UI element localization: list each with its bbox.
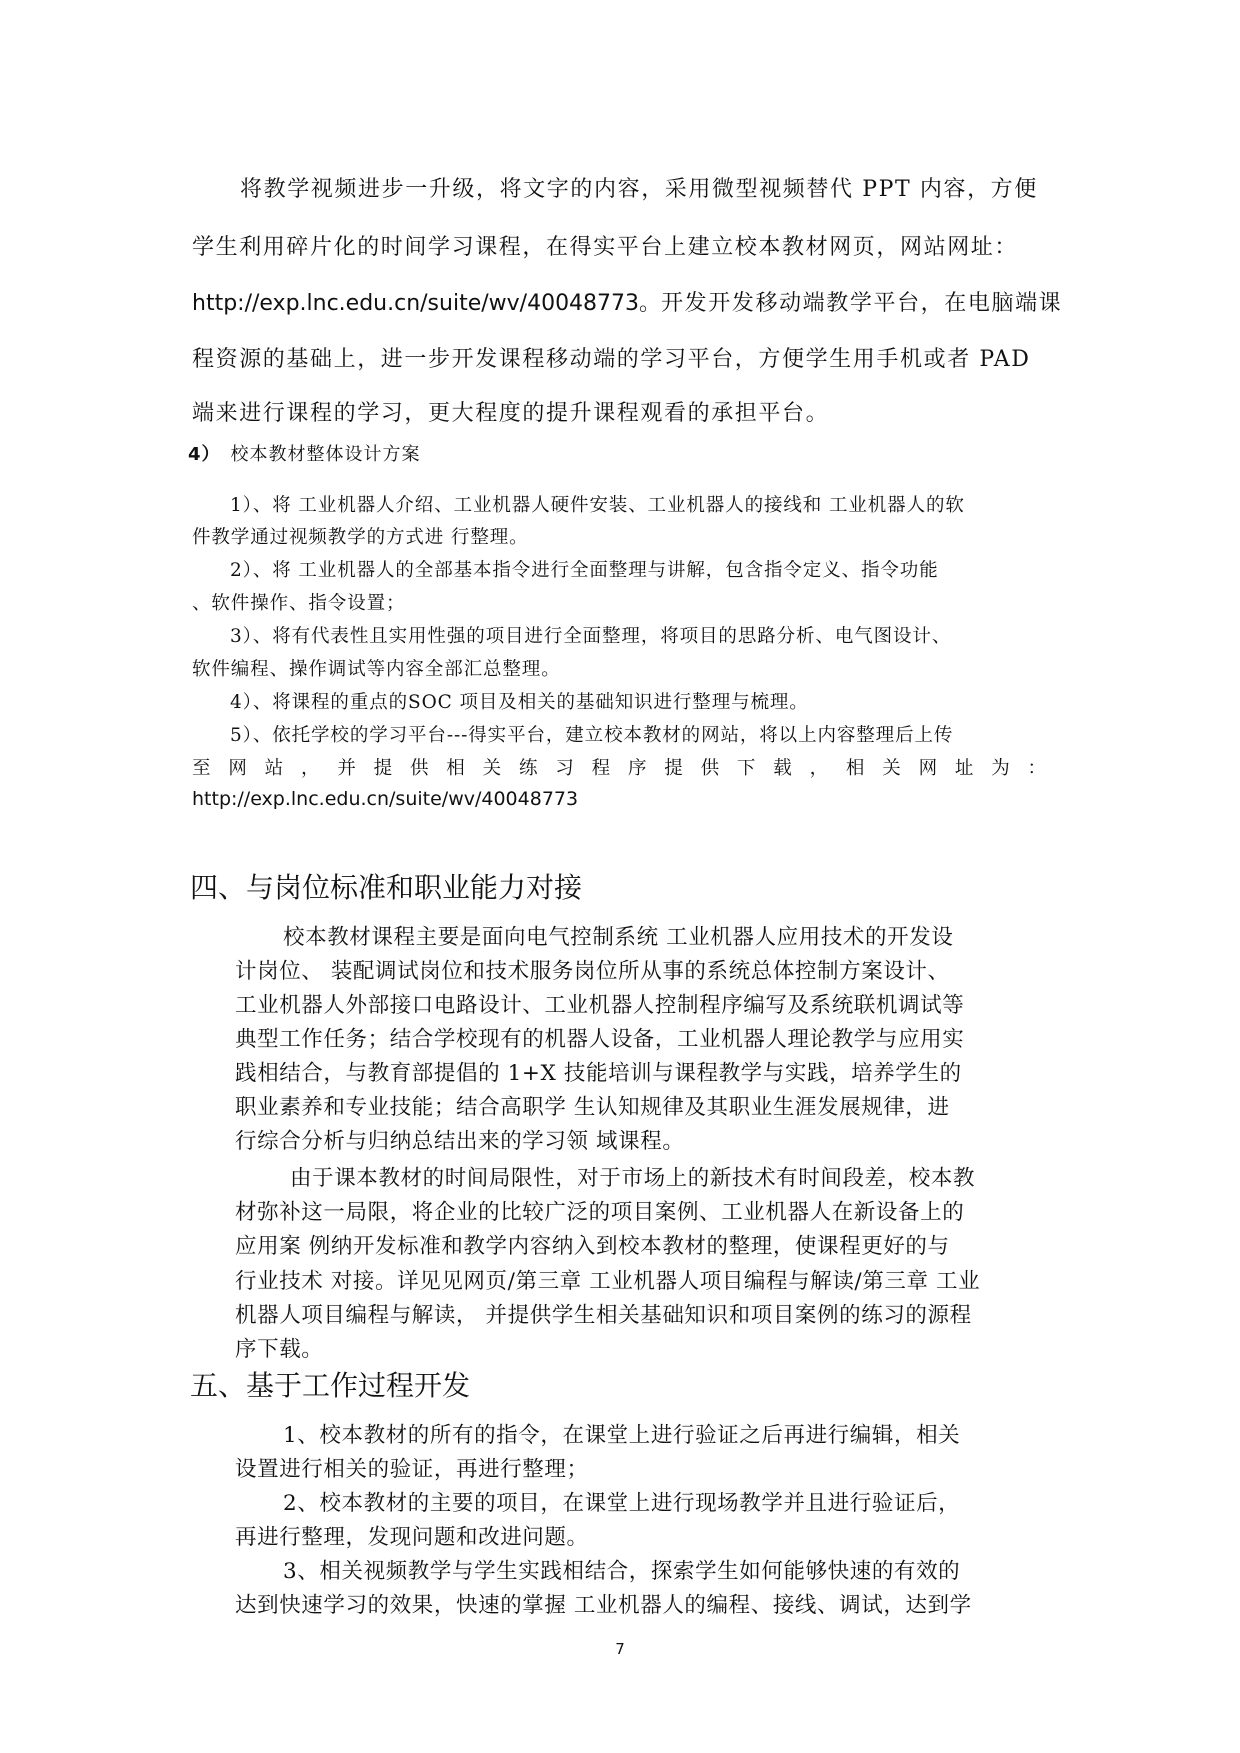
spread-char: ： bbox=[1027, 758, 1047, 779]
paragraph-line: 设置进行相关的验证，再进行整理； bbox=[235, 1457, 589, 1482]
spread-char: 网 bbox=[228, 758, 248, 779]
paragraph-line: 典型工作任务；结合学校现有的机器人设备，工业机器人理论教学与应用实 bbox=[235, 1027, 965, 1052]
spread-char: 练 bbox=[518, 758, 539, 779]
paragraph-line-text: 开发开发移动端教学平台，在电脑端课 bbox=[661, 291, 1063, 316]
spread-char: 址 bbox=[954, 758, 975, 779]
spread-char: 提 bbox=[373, 758, 394, 779]
list-item: 4）、将课程的重点的SOC 项目及相关的基础知识进行整理与梳理。 bbox=[230, 692, 809, 713]
paragraph-line: 计岗位、 装配调试岗位和技术服务岗位所从事的系统总体控制方案设计、 bbox=[235, 959, 950, 984]
list-item: 件教学通过视频教学的方式进 行整理。 bbox=[192, 527, 529, 548]
paragraph-line: 应用案 例纳开发标准和教学内容纳入到校本教材的整理，使课程更好的与 bbox=[235, 1234, 950, 1259]
spread-char: 供 bbox=[409, 758, 430, 779]
spread-char: 站 bbox=[264, 758, 285, 779]
spread-char: 网 bbox=[918, 758, 938, 779]
spread-char: 供 bbox=[700, 758, 720, 779]
list-item: 1）、将 工业机器人介绍、工业机器人硬件安装、工业机器人的接线和 工业机器人的软 bbox=[230, 495, 965, 516]
list-item: 、软件操作、指令设置； bbox=[192, 593, 406, 614]
spread-char: 下 bbox=[736, 758, 757, 779]
list-item: 3）、将有代表性且实用性强的项目进行全面整理，将项目的思路分析、电气图设计、 bbox=[230, 626, 952, 647]
spread-char: 并 bbox=[337, 758, 357, 779]
spread-char: ， bbox=[300, 758, 321, 779]
list-item: 软件编程、操作调试等内容全部汇总整理。 bbox=[192, 659, 561, 680]
paragraph-line: 行综合分析与归纳总结出来的学习领 域课程。 bbox=[235, 1129, 685, 1154]
paragraph-line: 端来进行课程的学习，更大程度的提升课程观看的承担平台。 bbox=[192, 401, 830, 426]
section-heading: 五、基于工作过程开发 bbox=[190, 1369, 471, 1402]
website-url: http://exp.lnc.edu.cn/suite/wv/40048773。 bbox=[192, 291, 662, 316]
paragraph-line: 校本教材课程主要是面向电气控制系统 工业机器人应用技术的开发设 bbox=[283, 925, 954, 950]
spread-char: 提 bbox=[664, 758, 684, 779]
spread-char: 相 bbox=[845, 758, 866, 779]
paragraph-line: 职业素养和专业技能；结合高职学 生认知规律及其职业生涯发展规律，进 bbox=[235, 1095, 950, 1120]
list-item: 2）、将 工业机器人的全部基本指令进行全面整理与讲解，包含指令定义、指令功能 bbox=[230, 560, 939, 581]
spread-char: 关 bbox=[882, 758, 902, 779]
spread-char: 相 bbox=[446, 758, 466, 779]
section-heading: 四、与岗位标准和职业能力对接 bbox=[190, 871, 583, 904]
paragraph-line: 再进行整理，发现问题和改进问题。 bbox=[235, 1525, 589, 1550]
spread-char: ， bbox=[809, 758, 829, 779]
justified-line bbox=[192, 754, 1047, 780]
spread-char: 程 bbox=[591, 758, 612, 779]
paragraph-line: 程资源的基础上，进一步开发课程移动端的学习平台，方便学生用手机或者 PAD bbox=[192, 347, 1031, 372]
paragraph-line: 序下载。 bbox=[235, 1337, 324, 1362]
spread-char: 序 bbox=[627, 758, 648, 779]
spread-char: 关 bbox=[482, 758, 503, 779]
paragraph-line: 达到快速学习的效果，快速的掌握 工业机器人的编程、接线、调试，达到学 bbox=[235, 1593, 972, 1618]
paragraph-line: 学生利用碎片化的时间学习课程，在得实平台上建立校本教材网页，网站网址： bbox=[192, 235, 1019, 260]
paragraph-line: 3、相关视频教学与学生实践相结合，探索学生如何能够快速的有效的 bbox=[283, 1559, 961, 1584]
paragraph-line: 机器人项目编程与解读， 并提供学生相关基础知识和项目案例的练习的源程 bbox=[235, 1303, 972, 1328]
section-subheading bbox=[188, 440, 421, 466]
subheading-number: 4） bbox=[188, 444, 221, 465]
paragraph-line: 2、校本教材的主要的项目，在课堂上进行现场教学并且进行验证后， bbox=[283, 1491, 961, 1516]
website-url: http://exp.lnc.edu.cn/suite/wv/40048773 bbox=[192, 788, 579, 810]
subheading-title: 校本教材整体设计方案 bbox=[230, 444, 421, 465]
spread-char: 为 bbox=[991, 758, 1011, 779]
list-item: 5）、依托学校的学习平台---得实平台，建立校本教材的网站，将以上内容整理后上传 bbox=[230, 725, 954, 746]
paragraph-line: 材弥补这一局限，将企业的比较广泛的项目案例、工业机器人在新设备上的 bbox=[235, 1200, 965, 1225]
paragraph-line: 将教学视频进步一升级，将文字的内容，采用微型视频替代 PPT 内容，方便 bbox=[240, 177, 1038, 202]
page-number: 7 bbox=[615, 1640, 625, 1658]
paragraph-line: 践相结合，与教育部提倡的 1+X 技能培训与课程教学与实践，培养学生的 bbox=[235, 1061, 962, 1086]
paragraph-line: 工业机器人外部接口电路设计、工业机器人控制程序编写及系统联机调试等 bbox=[235, 993, 965, 1018]
spread-char: 至 bbox=[192, 758, 212, 779]
paragraph-line: 1、校本教材的所有的指令，在课堂上进行验证之后再进行编辑，相关 bbox=[283, 1423, 961, 1448]
spread-char: 载 bbox=[773, 758, 793, 779]
spread-char: 习 bbox=[555, 758, 575, 779]
paragraph-line bbox=[192, 286, 1062, 317]
paragraph-line: 由于课本教材的时间局限性，对于市场上的新技术有时间段差，校本教 bbox=[290, 1166, 976, 1191]
paragraph-line: 行业技术 对接。详见见网页/第三章 工业机器人项目编程与解读/第三章 工业 bbox=[235, 1269, 981, 1294]
